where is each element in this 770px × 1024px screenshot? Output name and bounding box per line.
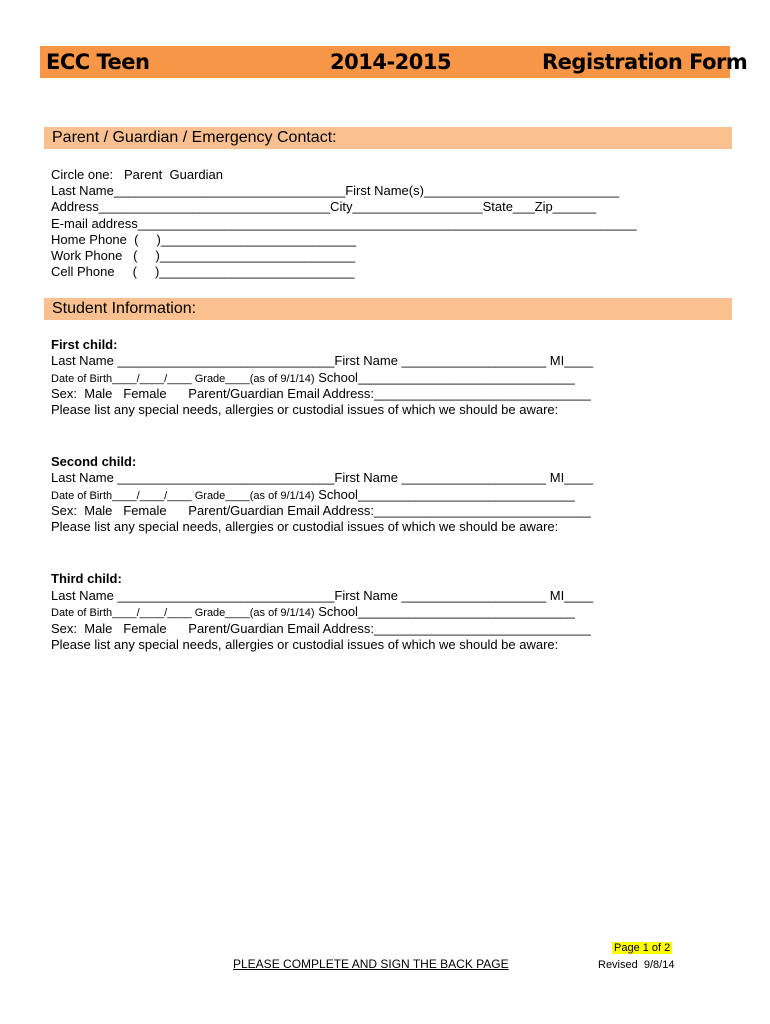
header-program: ECC Teen (46, 50, 150, 74)
child-dob-school-line (51, 370, 575, 387)
student-section-title: Student Information: (52, 300, 197, 317)
child-heading: Second child: (51, 454, 137, 469)
child-sex-email-line: Sex: Male Female Parent/Guardian Email Address:______________________________ (51, 386, 591, 401)
cell-phone-line: Cell Phone ( )___________________________ (51, 264, 355, 279)
child-needs-line: Please list any special needs, allergies or custodial issues of which we should be aware: (51, 637, 559, 652)
child-name-line: Last Name ______________________________First Name ____________________ MI____ (51, 470, 594, 485)
child-name-line: Last Name ______________________________First Name ____________________ MI____ (51, 353, 594, 368)
child-needs-line: Please list any special needs, allergies or custodial issues of which we should be aware: (51, 402, 559, 417)
child-heading: Third child: (51, 571, 122, 586)
child-school: School______________________________ (314, 370, 575, 385)
child-dob-grade: Date of Birth____/____/____ Grade____(as of 9/1/14) (51, 490, 315, 502)
header-form-title: Registration Form (542, 50, 748, 74)
circle-one-line: Circle one: Parent Guardian (51, 167, 223, 182)
child-name-line: Last Name ______________________________First Name ____________________ MI____ (51, 588, 594, 603)
child-dob-grade: Date of Birth____/____/____ Grade____(as of 9/1/14) (51, 607, 315, 619)
child-dob-grade: Date of Birth____/____/____ Grade____(as of 9/1/14) (51, 373, 315, 385)
child-dob-school-line (51, 487, 575, 504)
child-school: School______________________________ (314, 604, 575, 619)
child-sex-email-line: Sex: Male Female Parent/Guardian Email Address:______________________________ (51, 621, 591, 636)
child-sex-email-line: Sex: Male Female Parent/Guardian Email Address:______________________________ (51, 503, 591, 518)
page-number: Page 1 of 2 (614, 942, 671, 954)
child-heading: First child: (51, 337, 118, 352)
contact-name-line: Last Name________________________________First Name(s)___________________________ (51, 183, 620, 198)
header-year: 2014-2015 (330, 50, 452, 74)
contact-address-line: Address________________________________City__________________State___Zip______ (51, 199, 597, 214)
home-phone-line: Home Phone ( )___________________________ (51, 232, 357, 247)
contact-section-title: Parent / Guardian / Emergency Contact: (52, 129, 337, 146)
child-school: School______________________________ (314, 487, 575, 502)
revised-date: Revised 9/8/14 (598, 959, 675, 971)
child-dob-school-line (51, 604, 575, 621)
work-phone-line: Work Phone ( )___________________________ (51, 248, 356, 263)
sign-back-page-notice: PLEASE COMPLETE AND SIGN THE BACK PAGE (233, 957, 509, 971)
contact-email-line: E-mail address_____________________________________________________________________ (51, 216, 637, 231)
child-needs-line: Please list any special needs, allergies or custodial issues of which we should be aware: (51, 519, 559, 534)
